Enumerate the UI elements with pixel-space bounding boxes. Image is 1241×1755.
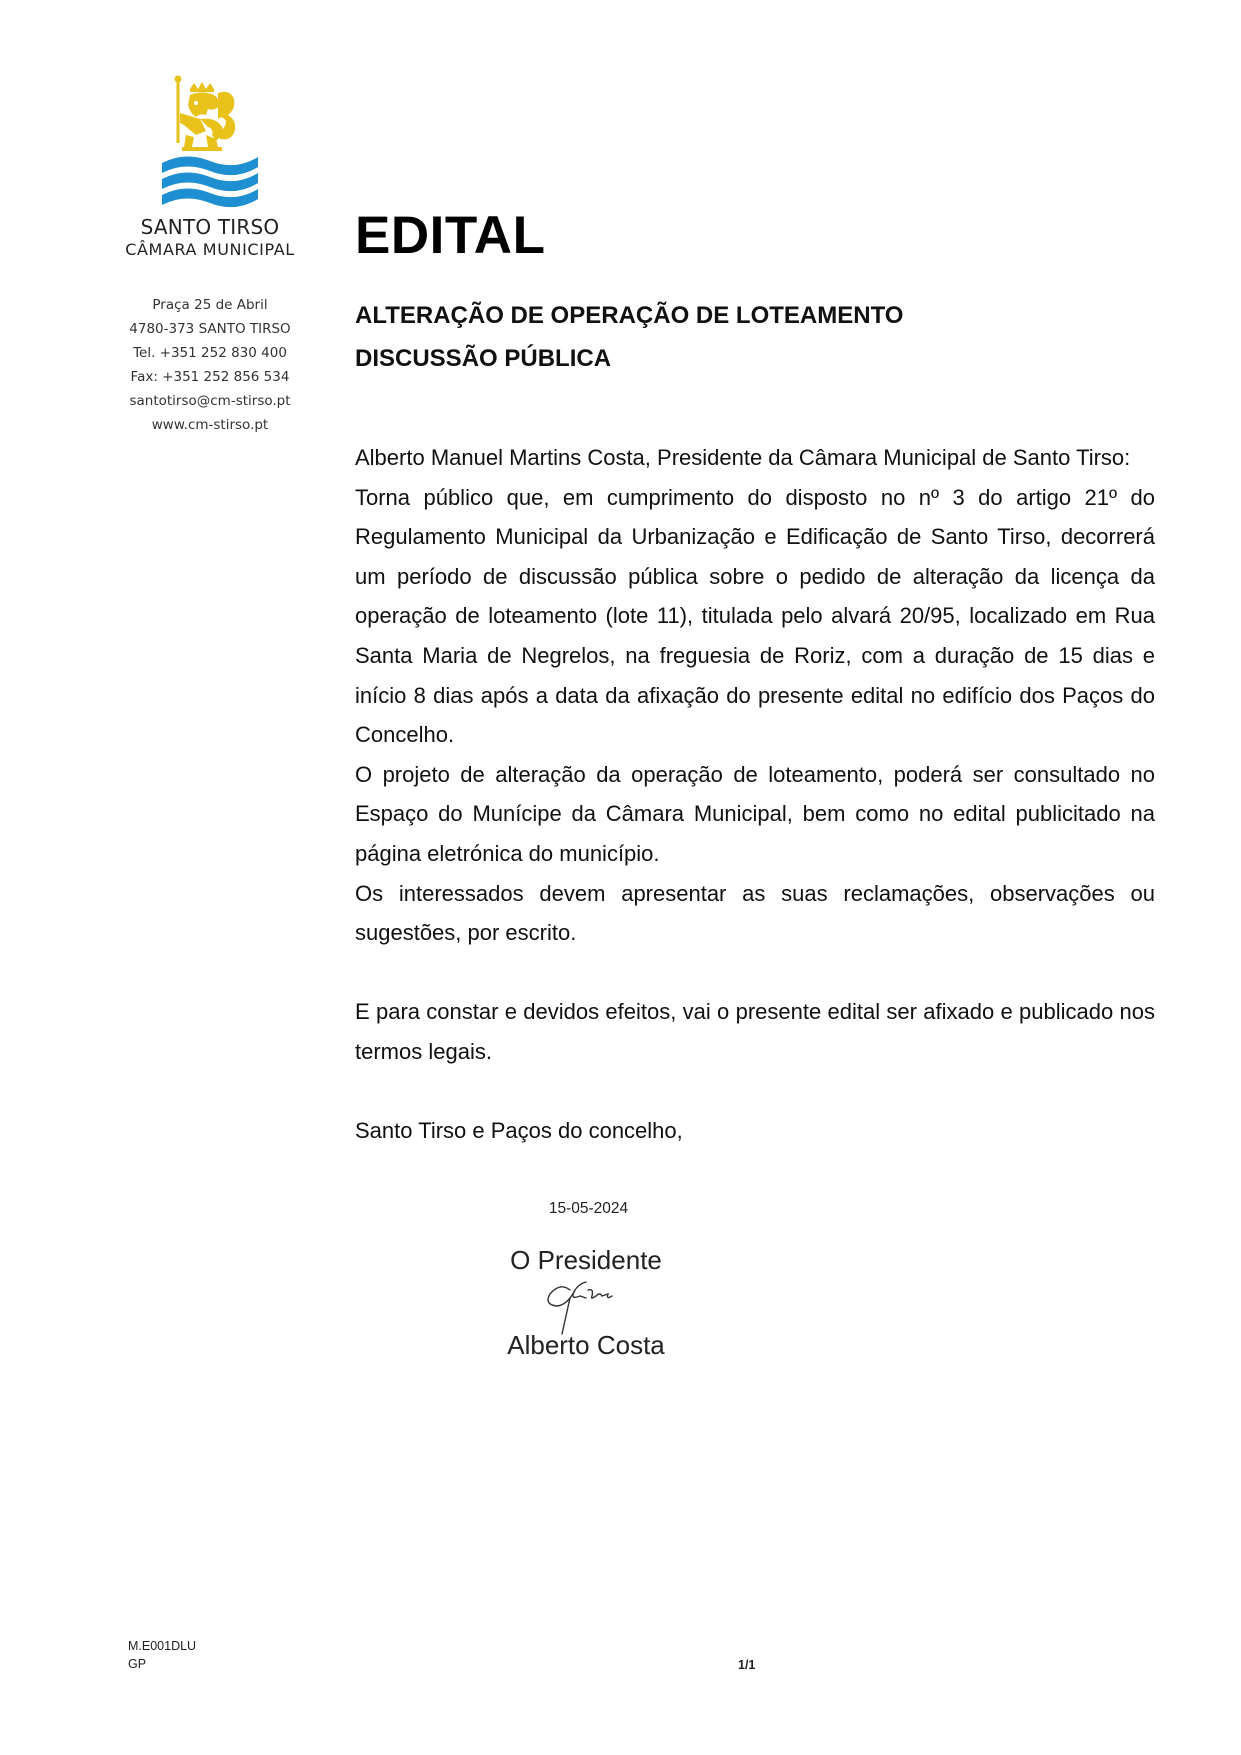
signatory-role: O Presidente xyxy=(510,1245,662,1275)
contact-postal-code: 4780-373 SANTO TIRSO xyxy=(129,321,291,337)
paragraph-place: Santo Tirso e Paços do concelho, xyxy=(355,1118,683,1144)
form-code-id: M.E001DLU xyxy=(128,1639,197,1653)
paragraph-submissions: Os interessados devem apresentar as suas reclamações, observações ou sugestões, por escrito. xyxy=(355,880,1155,946)
form-code xyxy=(128,1637,196,1673)
org-name-line-1: SANTO TIRSO xyxy=(140,215,280,239)
paragraph-announcement: Torna público que, em cumprimento do disposto no nº 3 do artigo 21º do Regulamento Municipal da Urbanização e Edificação de Santo Tirso, decorrerá um período de discussão pública sobre o pedido de alteração da licença da operação de loteamento (lote 11), titulada pelo alvará 20/95, localizado em Rua Santa Maria de Negrelos, na freguesia de Roriz, com a duração de 15 dias e início 8 dias após a data da afixação do presente edital no edifício dos Paços do Concelho. xyxy=(355,484,1155,748)
document-body xyxy=(355,438,1155,1151)
org-name-line-2: CÂMARA MUNICIPAL xyxy=(125,240,295,259)
signatory-name: Alberto Costa xyxy=(507,1330,665,1360)
contact-website: www.cm-stirso.pt xyxy=(151,417,269,433)
subtitle-line-2: DISCUSSÃO PÚBLICA xyxy=(355,345,612,372)
contact-fax: Fax: +351 252 856 534 xyxy=(130,369,290,385)
contact-email: santotirso@cm-stirso.pt xyxy=(129,393,291,409)
paragraph-consultation: O projeto de alteração da operação de loteamento, poderá ser consultado no Espaço do Munícipe da Câmara Municipal, bem como no edital publicitado na página eletrónica do município. xyxy=(355,761,1155,866)
contact-address: Praça 25 de Abril xyxy=(152,297,268,313)
paragraph-opening: Alberto Manuel Martins Costa, Presidente da Câmara Municipal de Santo Tirso: xyxy=(355,445,1131,470)
document-subtitle xyxy=(355,294,903,380)
document-date: 15-05-2024 xyxy=(548,1200,629,1217)
page-number: 1/1 xyxy=(738,1658,756,1672)
contact-phone: Tel. +351 252 830 400 xyxy=(133,345,287,361)
document-title: EDITAL xyxy=(355,206,546,265)
paragraph-closing: E para constar e devidos efeitos, vai o presente edital ser afixado e publicado nos termos legais. xyxy=(355,999,1155,1064)
contact-block xyxy=(110,293,310,437)
form-code-department: GP xyxy=(128,1657,147,1671)
organization-name xyxy=(100,215,320,261)
subtitle-line-1: ALTERAÇÃO DE OPERAÇÃO DE LOTEAMENTO xyxy=(355,302,904,329)
santo-tirso-lion-logo xyxy=(160,75,260,215)
